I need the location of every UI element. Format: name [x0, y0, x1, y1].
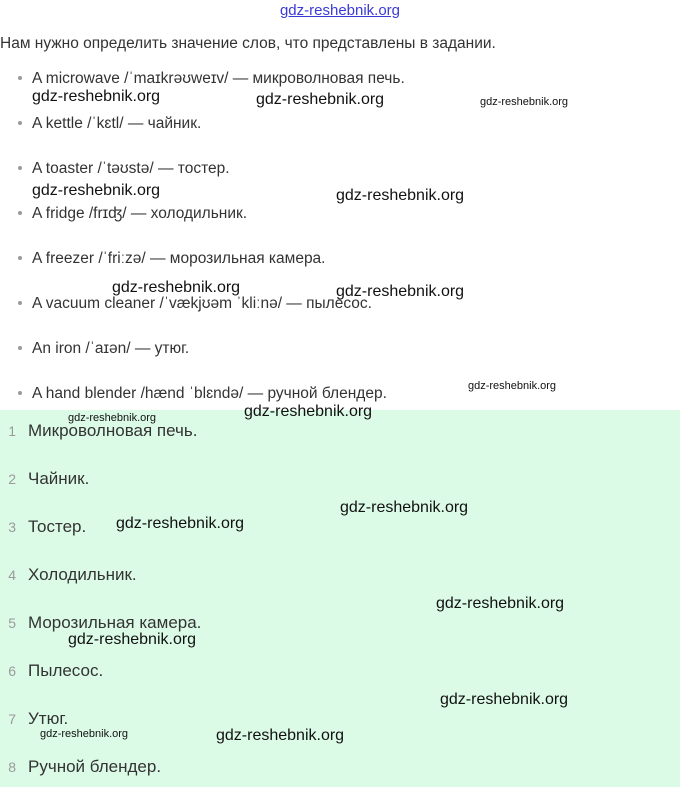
answer-text: Пылесос. [28, 661, 104, 680]
answer-text: Холодильник. [28, 565, 137, 584]
answer-row [0, 517, 86, 537]
watermark: gdz-reshebnik.org [68, 412, 157, 424]
answer-number: 5 [8, 615, 16, 631]
answer-number: 3 [8, 519, 16, 535]
list-item: A toaster /ˈtəʊstə/ — тостер. [18, 160, 230, 178]
answer-number: 6 [8, 663, 16, 679]
watermark: gdz-reshebnik.org [480, 96, 569, 108]
watermark: gdz-reshebnik.org [468, 380, 557, 392]
site-link[interactable]: gdz-reshebnik.org [279, 2, 401, 19]
list-item: A fridge /frɪʤ/ — холодильник. [18, 205, 247, 223]
answer-row [0, 421, 197, 441]
answer-number: 8 [8, 759, 16, 775]
answer-number: 1 [8, 423, 16, 439]
answer-row [0, 661, 103, 681]
list-item: A hand blender /hænd ˈblɛndə/ — ручной блендер. [18, 385, 387, 403]
bullet-icon [18, 76, 22, 80]
answer-text: Чайник. [28, 469, 90, 488]
answer-row [0, 469, 89, 489]
bullet-icon [18, 211, 22, 215]
answer-row [0, 757, 161, 777]
watermark: gdz-reshebnik.org [32, 182, 161, 199]
watermark: gdz-reshebnik.org [336, 187, 465, 204]
answer-row [0, 565, 137, 585]
watermark: gdz-reshebnik.org [32, 88, 161, 105]
watermark: gdz-reshebnik.org [244, 403, 373, 420]
watermark: gdz-reshebnik.org [216, 727, 345, 744]
watermark: gdz-reshebnik.org [336, 283, 465, 300]
list-item: A freezer /ˈfriːzə/ — морозильная камера. [18, 250, 326, 268]
watermark: gdz-reshebnik.org [116, 515, 245, 532]
watermark: gdz-reshebnik.org [436, 595, 565, 612]
watermark: gdz-reshebnik.org [440, 691, 569, 708]
list-item: A kettle /ˈkɛtl/ — чайник. [18, 115, 201, 133]
watermark: gdz-reshebnik.org [256, 91, 385, 108]
answer-row [0, 709, 68, 729]
watermark: gdz-reshebnik.org [40, 728, 129, 740]
bullet-icon [18, 301, 22, 305]
bullet-icon [18, 346, 22, 350]
watermark: gdz-reshebnik.org [112, 279, 241, 296]
answer-text: Утюг. [28, 709, 69, 728]
answer-text: Ручной блендер. [28, 757, 162, 776]
list-item: A vacuum cleaner /ˈvækjʊəm ˈkliːnə/ — пылесос. [18, 295, 372, 313]
answer-number: 7 [8, 711, 16, 727]
list-item: An iron /ˈaɪən/ — утюг. [18, 340, 189, 358]
answer-number: 2 [8, 471, 16, 487]
watermark: gdz-reshebnik.org [68, 631, 197, 648]
intro-text: Нам нужно определить значение слов, что представлены в задании. [0, 35, 496, 52]
bullet-icon [18, 256, 22, 260]
answer-row [0, 613, 201, 633]
answer-number: 4 [8, 567, 16, 583]
list-item: A microwave /ˈmaɪkrəʊweɪv/ — микроволновая печь. [18, 70, 405, 88]
answer-text: Микроволновая печь. [28, 421, 198, 440]
bullet-icon [18, 391, 22, 395]
bullet-icon [18, 121, 22, 125]
watermark: gdz-reshebnik.org [340, 499, 469, 516]
bullet-icon [18, 166, 22, 170]
answer-text: Тостер. [28, 517, 87, 536]
answer-text: Морозильная камера. [28, 613, 202, 632]
